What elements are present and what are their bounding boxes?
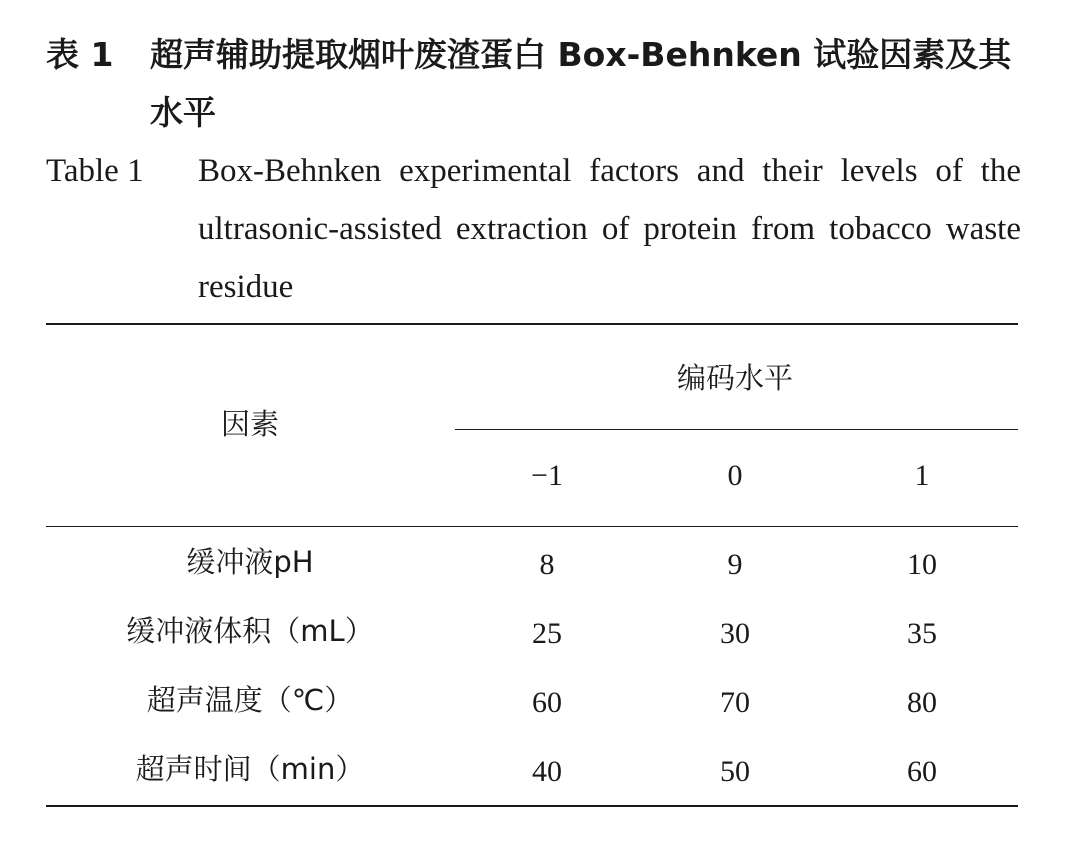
value-cell: 10 — [907, 548, 937, 581]
factor-cell-buffer-volume: 缓冲液体积（mL） — [126, 614, 374, 648]
level-zero: 0 — [727, 459, 743, 492]
value-cell: 70 — [720, 686, 750, 719]
level-minus-one: −1 — [531, 459, 563, 492]
level-one: 1 — [914, 459, 930, 492]
value-cell: 9 — [727, 548, 743, 581]
caption-cn-label: 表 1 — [46, 35, 114, 74]
level-header: 编码水平 — [676, 361, 793, 395]
table-caption-cn — [46, 26, 1026, 142]
caption-cn-text: 超声辅助提取烟叶废渣蛋白 Box-Behnken 试验因素及其水平 — [150, 35, 1012, 132]
factor-cell-ultrasonic-temperature: 超声温度（℃） — [146, 683, 354, 717]
factor-header: 因素 — [220, 407, 279, 441]
value-cell: 8 — [539, 548, 555, 581]
header-bottom-rule — [46, 526, 1018, 527]
caption-en-label: Table 1 — [46, 153, 144, 189]
value-cell: 60 — [532, 686, 562, 719]
factor-cell-ultrasonic-time: 超声时间（min） — [135, 752, 365, 786]
value-cell: 30 — [720, 617, 750, 650]
caption-en-text: Box-Behnken experimental factors and their levels of the ultrasonic-assisted extraction of protein from tobacco waste residue — [198, 153, 1021, 305]
value-cell: 80 — [907, 686, 937, 719]
factor-cell-buffer-ph: 缓冲液pH — [186, 545, 314, 579]
value-cell: 40 — [532, 755, 562, 788]
level-header-rule — [455, 429, 1018, 430]
value-cell: 25 — [532, 617, 562, 650]
value-cell: 50 — [720, 755, 750, 788]
value-cell: 35 — [907, 617, 937, 650]
table-caption-en — [46, 142, 1021, 316]
table-top-rule — [46, 323, 1018, 325]
value-cell: 60 — [907, 755, 937, 788]
table-bottom-rule — [46, 805, 1018, 807]
